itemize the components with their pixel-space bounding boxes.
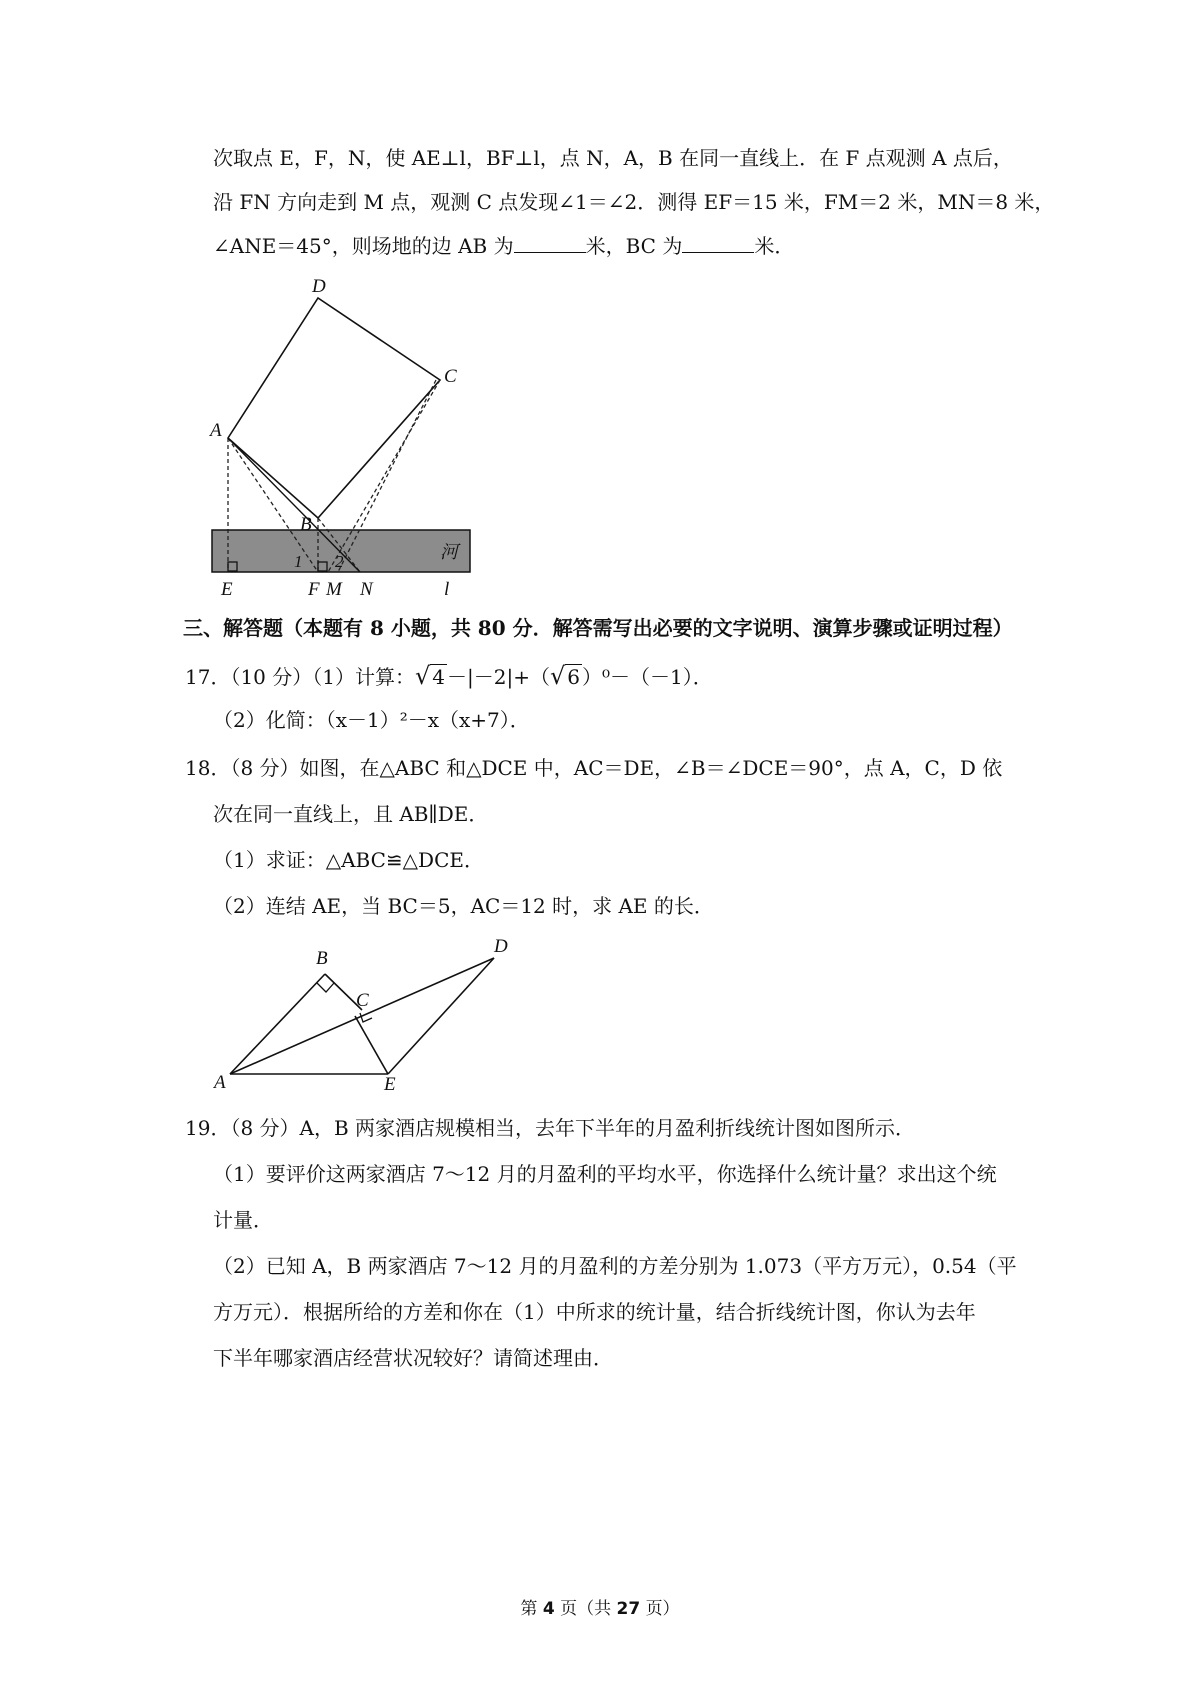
q18-part1: （1）求证：△ABC≌△DCE． xyxy=(213,848,484,872)
label-d: D xyxy=(312,276,326,297)
label-a: A xyxy=(210,420,222,441)
sqrt-4: √ 4 xyxy=(414,662,446,690)
label-b: B xyxy=(300,514,312,535)
q17-part2: （2）化简：（x－1）²－x（x+7）． xyxy=(213,708,530,732)
q17-line1 xyxy=(185,662,713,691)
answer-blank-ab xyxy=(514,234,586,253)
q16-figure xyxy=(200,276,490,600)
q19-p2-line2: 方万元）．根据所给的方差和你在（1）中所求的统计量，结合折线统计图，你认为去年 xyxy=(213,1300,976,1324)
angle-1-label: 1 xyxy=(294,552,303,571)
q16-line3-a: ∠ANE＝45°，则场地的边 AB 为 xyxy=(213,234,514,258)
section3-title: 三、解答题（本题有 8 小题，共 80 分．解答需写出必要的文字说明、演算步骤或证明过程） xyxy=(183,616,1013,640)
label-m: M xyxy=(326,579,342,600)
seg-ce xyxy=(355,1016,388,1074)
seg-ad xyxy=(230,958,494,1074)
q16-line3-b: 米，BC 为 xyxy=(585,234,683,258)
label-e: E xyxy=(384,1074,396,1095)
q16-line1: 次取点 E，F，N，使 AE⊥l，BF⊥l，点 N，A，B 在同一直线上．在 F 点观测 A 点后， xyxy=(213,146,1013,170)
label-n: N xyxy=(360,579,373,600)
label-b: B xyxy=(316,948,328,969)
answer-blank-bc xyxy=(682,234,754,253)
q17-tail: ）⁰－（－1）． xyxy=(582,665,713,689)
q16-line3-c: 米． xyxy=(754,234,795,258)
q16-line2: 沿 FN 方向走到 M 点，观测 C 点发现∠1＝∠2．测得 EF＝15 米，FM＝2 米，MN＝8 米， xyxy=(213,190,1055,214)
right-angle-b xyxy=(317,983,334,992)
q16-line3 xyxy=(213,232,794,260)
q19-p2-line3: 下半年哪家酒店经营状况较好？请简述理由． xyxy=(213,1346,613,1370)
q19-line1: 19．（8 分）A，B 两家酒店规模相当，去年下半年的月盈利折线统计图如图所示． xyxy=(185,1116,916,1140)
seg-ab xyxy=(230,974,325,1074)
q18-line2: 次在同一直线上，且 AB∥DE． xyxy=(213,802,489,826)
label-a: A xyxy=(214,1072,226,1093)
q17-head: 17．（10 分）（1）计算： xyxy=(185,665,415,689)
q19-p1-line1: （1）要评价这两家酒店 7～12 月的月盈利的平均水平，你选择什么统计量？求出这个统 xyxy=(213,1162,997,1186)
label-e: E xyxy=(221,579,233,600)
footer-total-pages: 27 xyxy=(616,1599,641,1619)
q18-part2: （2）连结 AE，当 BC＝5，AC＝12 时，求 AE 的长． xyxy=(213,894,714,918)
angle-2-label: 2 xyxy=(335,552,344,571)
river-label: 河 xyxy=(440,542,458,563)
q19-p1-line2: 计量． xyxy=(213,1208,273,1232)
q18-line1: 18．（8 分）如图，在△ABC 和△DCE 中，AC＝DE，∠B＝∠DCE＝90°，点 A，C，D 依 xyxy=(185,756,1003,780)
q18-figure xyxy=(210,932,520,1095)
footer-post: 页） xyxy=(645,1599,680,1619)
label-c: C xyxy=(356,990,369,1011)
footer-pre: 第 xyxy=(520,1599,538,1619)
label-l: l xyxy=(444,579,450,600)
label-d: D xyxy=(494,936,508,957)
label-f: F xyxy=(308,579,320,600)
footer-mid: 页（共 xyxy=(560,1599,612,1619)
q17-mid: －|－2|+（ xyxy=(447,665,550,689)
page-footer xyxy=(0,1594,1200,1619)
q19-p2-line1: （2）已知 A，B 两家酒店 7～12 月的月盈利的方差分别为 1.073（平方万元），0.54（平 xyxy=(213,1254,1017,1278)
seg-de xyxy=(388,958,494,1074)
footer-page-number: 4 xyxy=(542,1599,555,1619)
label-c: C xyxy=(444,366,457,387)
sqrt-6: √ 6 xyxy=(549,662,581,690)
